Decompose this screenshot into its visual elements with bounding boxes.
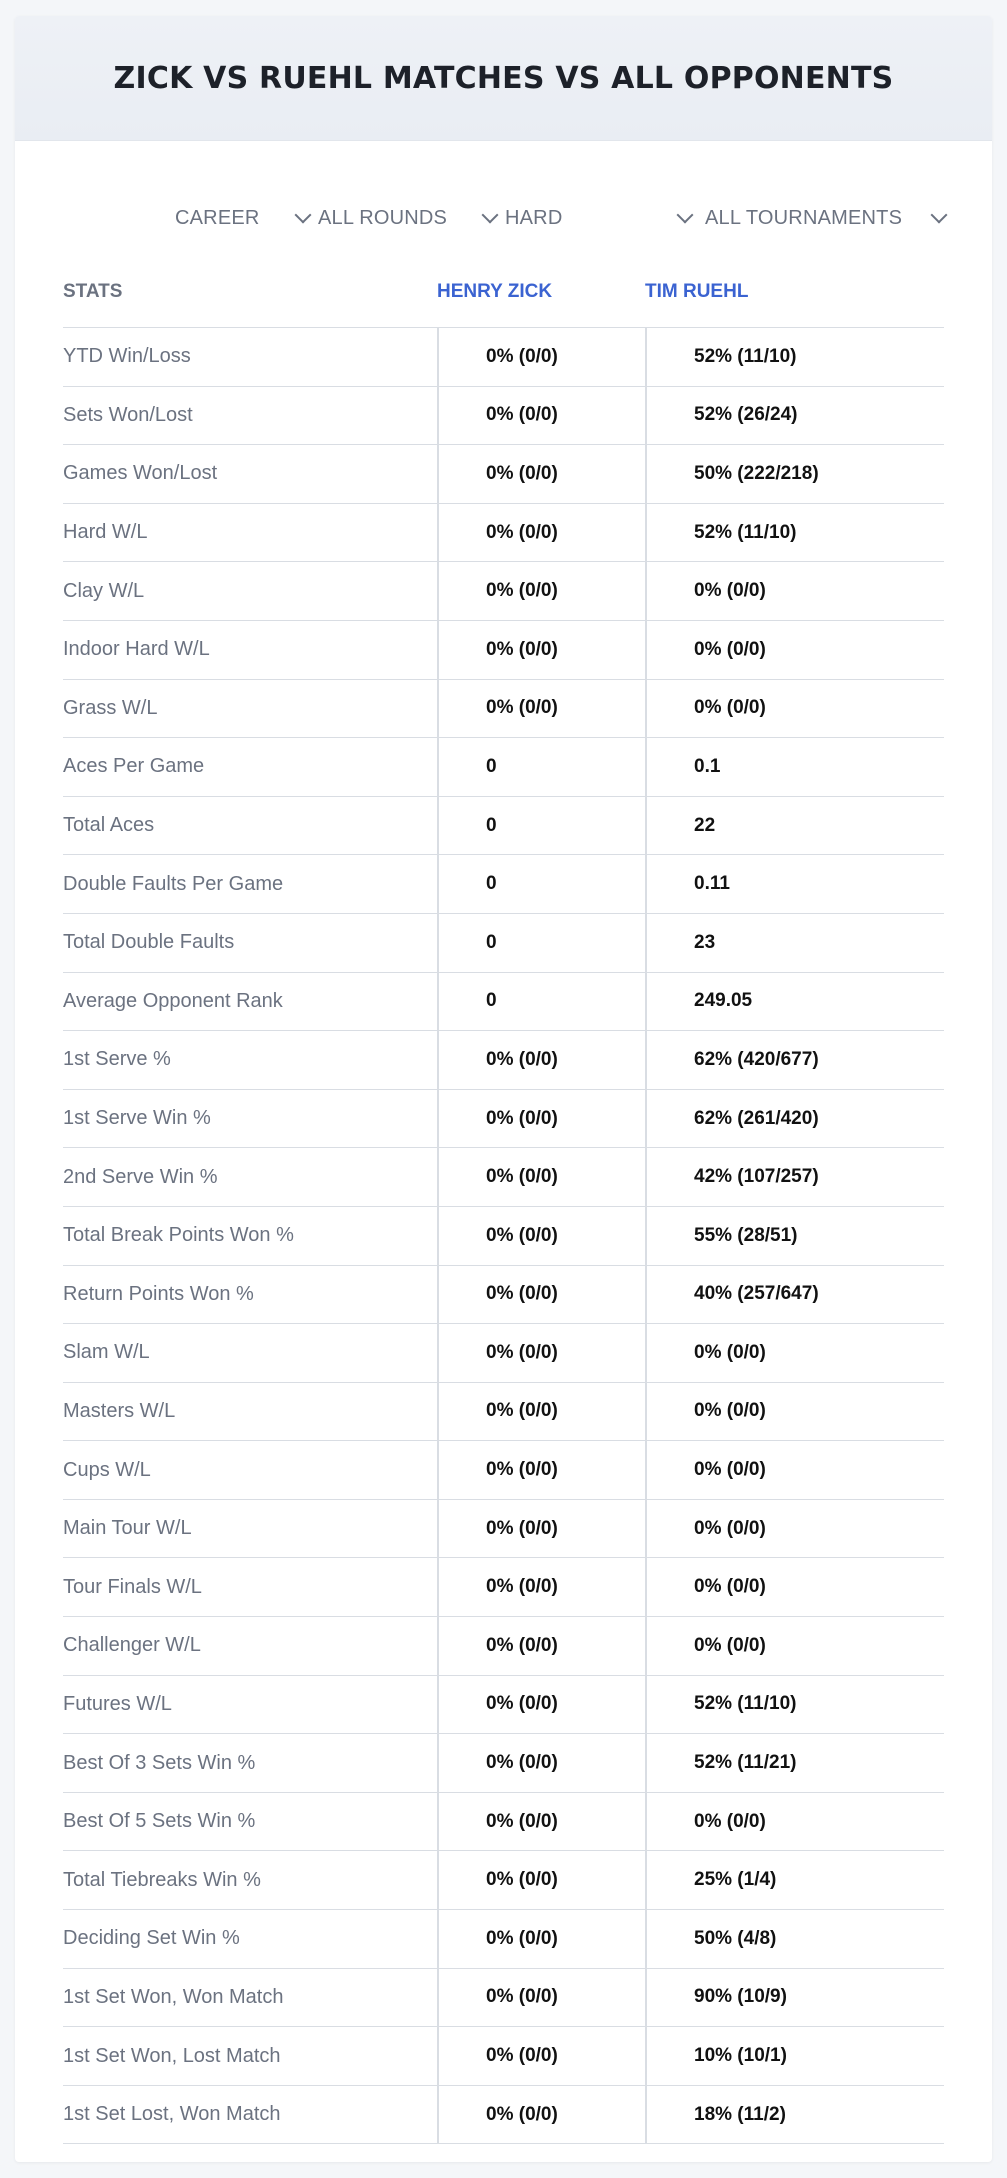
table-row: [63, 1031, 944, 1090]
filter-bar: [15, 188, 992, 248]
table-header-row: [63, 256, 944, 328]
player1-stat-value: 0% (0/0): [437, 1969, 645, 2027]
player2-stat-value: 52% (11/10): [645, 1676, 944, 1734]
player2-stat-value: 25% (1/4): [645, 1851, 944, 1909]
surface-filter-select[interactable]: [505, 188, 695, 248]
stat-label: 1st Set Won, Won Match: [63, 1985, 284, 2008]
table-row: [63, 504, 944, 563]
player1-stat-value: 0% (0/0): [437, 1734, 645, 1792]
stat-label: Aces Per Game: [63, 755, 205, 778]
player2-stat-value: 42% (107/257): [645, 1148, 944, 1206]
table-row: [63, 562, 944, 621]
stat-label: Challenger W/L: [63, 1634, 201, 1657]
player1-stat-value: 0% (0/0): [437, 1031, 645, 1089]
table-row: [63, 1734, 944, 1793]
player1-stat-value: 0% (0/0): [437, 445, 645, 503]
stat-label: Indoor Hard W/L: [63, 638, 210, 661]
player2-stat-value: 40% (257/647): [645, 1266, 944, 1324]
player2-stat-value: 0.1: [645, 738, 944, 796]
player1-stat-value: 0: [437, 797, 645, 855]
stat-label: Total Tiebreaks Win %: [63, 1868, 261, 1891]
table-row: [63, 1969, 944, 2028]
table-row: [63, 1910, 944, 1969]
chevron-down-icon: [677, 207, 694, 224]
player1-stat-value: 0% (0/0): [437, 1207, 645, 1265]
table-row: [63, 1383, 944, 1442]
table-row: [63, 328, 944, 387]
stat-label: Cups W/L: [63, 1458, 151, 1481]
table-row: [63, 1207, 944, 1266]
player1-stat-value: 0% (0/0): [437, 1266, 645, 1324]
player1-stat-value: 0: [437, 914, 645, 972]
player2-stat-value: 0% (0/0): [645, 621, 944, 679]
tournaments-filter-select[interactable]: [705, 188, 949, 248]
player2-stat-value: 22: [645, 797, 944, 855]
table-row: [63, 445, 944, 504]
stat-label: Tour Finals W/L: [63, 1575, 202, 1598]
player2-column-header[interactable]: TIM RUEHL: [645, 280, 749, 302]
player2-stat-value: 0% (0/0): [645, 1383, 944, 1441]
player1-stat-value: 0% (0/0): [437, 621, 645, 679]
career-filter-label: CAREER: [175, 206, 260, 229]
player1-stat-value: 0% (0/0): [437, 387, 645, 445]
table-row: [63, 387, 944, 446]
rounds-filter-select[interactable]: [318, 188, 500, 248]
table-row: [63, 914, 944, 973]
player2-stat-value: 50% (222/218): [645, 445, 944, 503]
player2-stat-value: 0% (0/0): [645, 562, 944, 620]
table-row: [63, 1441, 944, 1500]
player1-stat-value: 0% (0/0): [437, 2027, 645, 2085]
player2-stat-value: 62% (261/420): [645, 1090, 944, 1148]
player1-stat-value: 0% (0/0): [437, 1324, 645, 1382]
player2-stat-value: 52% (26/24): [645, 387, 944, 445]
table-row: [63, 855, 944, 914]
table-row: [63, 1148, 944, 1207]
player2-stat-value: 62% (420/677): [645, 1031, 944, 1089]
chevron-down-icon: [482, 207, 499, 224]
stat-label: 1st Set Won, Lost Match: [63, 2044, 281, 2067]
chevron-down-icon: [931, 207, 948, 224]
player1-stat-value: 0% (0/0): [437, 562, 645, 620]
player2-stat-value: 0.11: [645, 855, 944, 913]
stats-table: [63, 256, 944, 2144]
player1-stat-value: 0% (0/0): [437, 1617, 645, 1675]
player2-stat-value: 18% (11/2): [645, 2086, 944, 2144]
career-filter-select[interactable]: [175, 188, 313, 248]
player2-stat-value: 0% (0/0): [645, 1441, 944, 1499]
stat-label: Double Faults Per Game: [63, 872, 284, 895]
player2-stat-value: 249.05: [645, 973, 944, 1031]
player1-stat-value: 0% (0/0): [437, 1558, 645, 1616]
tournaments-filter-label: ALL TOURNAMENTS: [705, 206, 903, 229]
player2-stat-value: 55% (28/51): [645, 1207, 944, 1265]
stat-label: Slam W/L: [63, 1341, 150, 1364]
table-row: [63, 738, 944, 797]
player2-stat-value: 0% (0/0): [645, 1617, 944, 1675]
stat-label: Hard W/L: [63, 521, 148, 544]
table-row: [63, 1266, 944, 1325]
table-row: [63, 1851, 944, 1910]
table-row: [63, 1558, 944, 1617]
player2-stat-value: 23: [645, 914, 944, 972]
stat-label: Games Won/Lost: [63, 462, 218, 485]
stat-label: Return Points Won %: [63, 1282, 254, 1305]
player1-stat-value: 0% (0/0): [437, 1383, 645, 1441]
table-row: [63, 2086, 944, 2145]
table-row: [63, 1617, 944, 1676]
table-row: [63, 797, 944, 856]
player2-stat-value: 90% (10/9): [645, 1969, 944, 2027]
stat-label: Masters W/L: [63, 1399, 176, 1422]
stat-label: Total Break Points Won %: [63, 1224, 294, 1247]
stat-label: Deciding Set Win %: [63, 1927, 240, 1950]
player1-stat-value: 0% (0/0): [437, 1090, 645, 1148]
stats-column-header: STATS: [63, 280, 123, 302]
stat-label: Best Of 5 Sets Win %: [63, 1810, 256, 1833]
stat-label: Best Of 3 Sets Win %: [63, 1751, 256, 1774]
player2-stat-value: 0% (0/0): [645, 1558, 944, 1616]
chevron-down-icon: [295, 207, 312, 224]
stat-label: Sets Won/Lost: [63, 403, 193, 426]
stat-label: Total Aces: [63, 814, 155, 837]
stat-label: Futures W/L: [63, 1692, 172, 1715]
player1-stat-value: 0% (0/0): [437, 1793, 645, 1851]
table-row: [63, 1500, 944, 1559]
table-row: [63, 621, 944, 680]
stat-label: Average Opponent Rank: [63, 989, 283, 1012]
player1-stat-value: 0% (0/0): [437, 2086, 645, 2144]
player1-stat-value: 0% (0/0): [437, 680, 645, 738]
rounds-filter-label: ALL ROUNDS: [318, 206, 448, 229]
page-title: ZICK VS RUEHL MATCHES VS ALL OPPONENTS: [113, 60, 894, 96]
stat-label: YTD Win/Loss: [63, 345, 191, 368]
player1-stat-value: 0% (0/0): [437, 1676, 645, 1734]
table-row: [63, 1676, 944, 1735]
stat-label: Clay W/L: [63, 579, 145, 602]
stat-label: 1st Serve Win %: [63, 1107, 211, 1130]
table-row: [63, 1793, 944, 1852]
stat-label: Total Double Faults: [63, 931, 235, 954]
table-row: [63, 2027, 944, 2086]
player1-stat-value: 0: [437, 973, 645, 1031]
stat-label: 2nd Serve Win %: [63, 1165, 218, 1188]
player1-stat-value: 0% (0/0): [437, 1148, 645, 1206]
card-header: [15, 16, 992, 141]
player2-stat-value: 0% (0/0): [645, 1324, 944, 1382]
stat-label: 1st Serve %: [63, 1048, 171, 1071]
player2-stat-value: 52% (11/21): [645, 1734, 944, 1792]
player2-stat-value: 10% (10/1): [645, 2027, 944, 2085]
table-row: [63, 680, 944, 739]
table-body: [63, 328, 944, 2144]
stat-label: Grass W/L: [63, 696, 158, 719]
player1-stat-value: 0% (0/0): [437, 1851, 645, 1909]
player2-stat-value: 0% (0/0): [645, 1793, 944, 1851]
player1-column-header[interactable]: HENRY ZICK: [437, 280, 553, 302]
player1-stat-value: 0: [437, 738, 645, 796]
stat-label: 1st Set Lost, Won Match: [63, 2103, 281, 2126]
player1-stat-value: 0% (0/0): [437, 504, 645, 562]
player2-stat-value: 52% (11/10): [645, 328, 944, 386]
table-row: [63, 1324, 944, 1383]
stats-card: [15, 16, 992, 2162]
player2-stat-value: 0% (0/0): [645, 1500, 944, 1558]
player1-stat-value: 0% (0/0): [437, 328, 645, 386]
table-row: [63, 1090, 944, 1149]
player1-stat-value: 0% (0/0): [437, 1500, 645, 1558]
player2-stat-value: 0% (0/0): [645, 680, 944, 738]
player1-stat-value: 0: [437, 855, 645, 913]
table-row: [63, 973, 944, 1032]
player2-stat-value: 52% (11/10): [645, 504, 944, 562]
player2-stat-value: 50% (4/8): [645, 1910, 944, 1968]
stat-label: Main Tour W/L: [63, 1517, 192, 1540]
player1-stat-value: 0% (0/0): [437, 1441, 645, 1499]
player1-stat-value: 0% (0/0): [437, 1910, 645, 1968]
surface-filter-label: HARD: [505, 206, 563, 229]
